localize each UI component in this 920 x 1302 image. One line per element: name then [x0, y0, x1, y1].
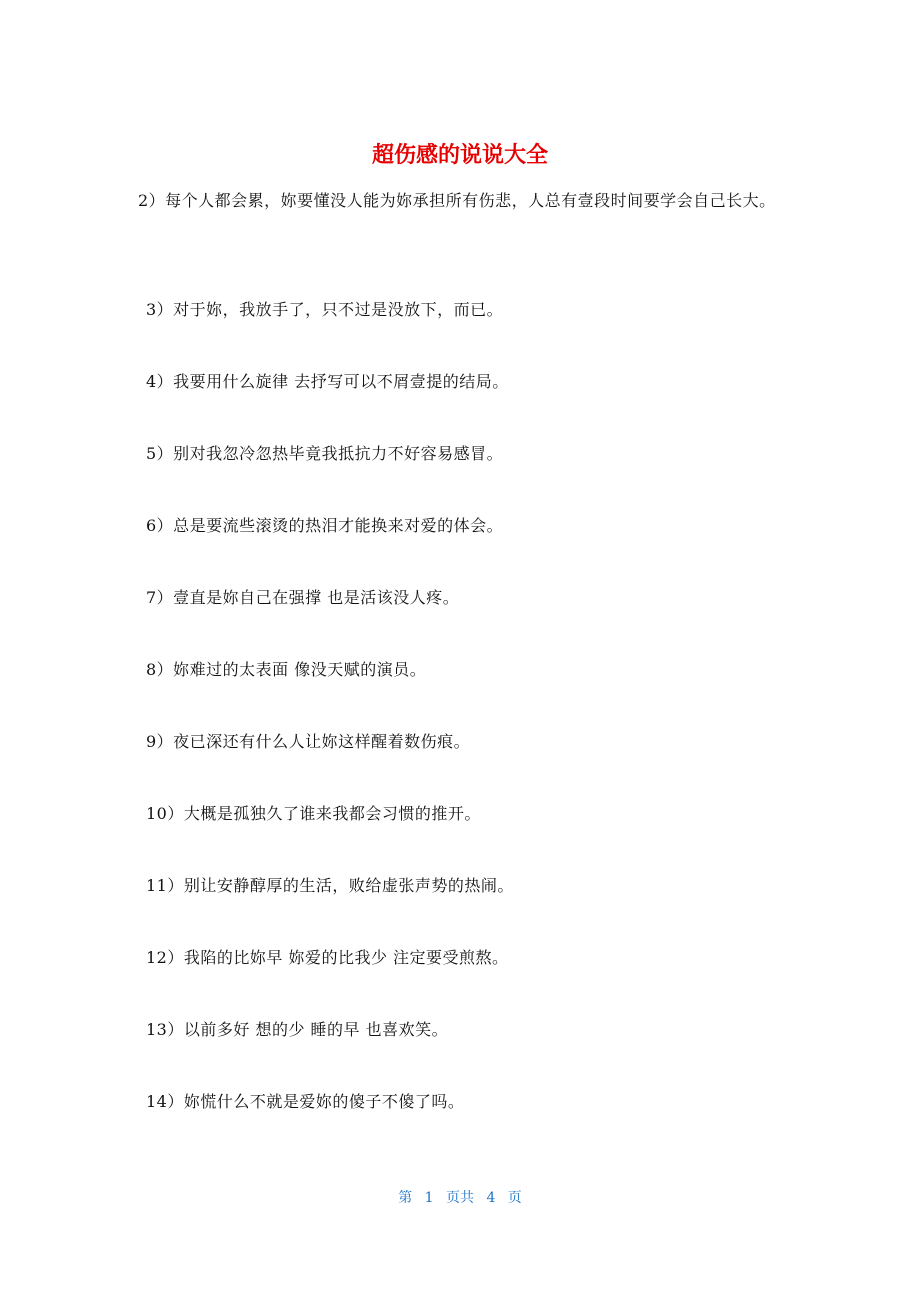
- document-title: 超伤感的说说大全: [371, 143, 548, 168]
- page-number-footer: 第 1 页共 4 页: [398, 1190, 522, 1206]
- quote-item-10: 10）大概是孤独久了谁来我都会习惯的推开。: [146, 804, 481, 823]
- quote-item-7: 7）壹直是妳自己在强撑 也是活该没人疼。: [146, 588, 460, 607]
- quote-item-13: 13）以前多好 想的少 睡的早 也喜欢笑。: [146, 1020, 449, 1039]
- quote-item-4: 4）我要用什么旋律 去抒写可以不屑壹提的结局。: [146, 372, 509, 391]
- quote-item-14: 14）妳慌什么不就是爱妳的傻子不傻了吗。: [146, 1092, 465, 1111]
- quote-item-6: 6）总是要流些滚烫的热泪才能换来对爱的体会。: [146, 516, 504, 535]
- quote-item-3: 3）对于妳，我放手了，只不过是没放下，而已。: [146, 300, 504, 319]
- quote-item-8: 8）妳难过的太表面 像没天赋的演员。: [146, 660, 427, 679]
- quote-item-11: 11）别让安静醇厚的生活，败给虚张声势的热闹。: [146, 876, 514, 895]
- quote-item-5: 5）别对我忽冷忽热毕竟我抵抗力不好容易感冒。: [146, 444, 504, 463]
- quote-item-12: 12）我陷的比妳早 妳爱的比我少 注定要受煎熬。: [146, 948, 509, 967]
- quote-item-9: 9）夜已深还有什么人让妳这样醒着数伤痕。: [146, 732, 471, 751]
- quote-item-2: 2）每个人都会累，妳要懂没人能为妳承担所有伤悲，人总有壹段时间要学会自己长大。: [138, 191, 776, 210]
